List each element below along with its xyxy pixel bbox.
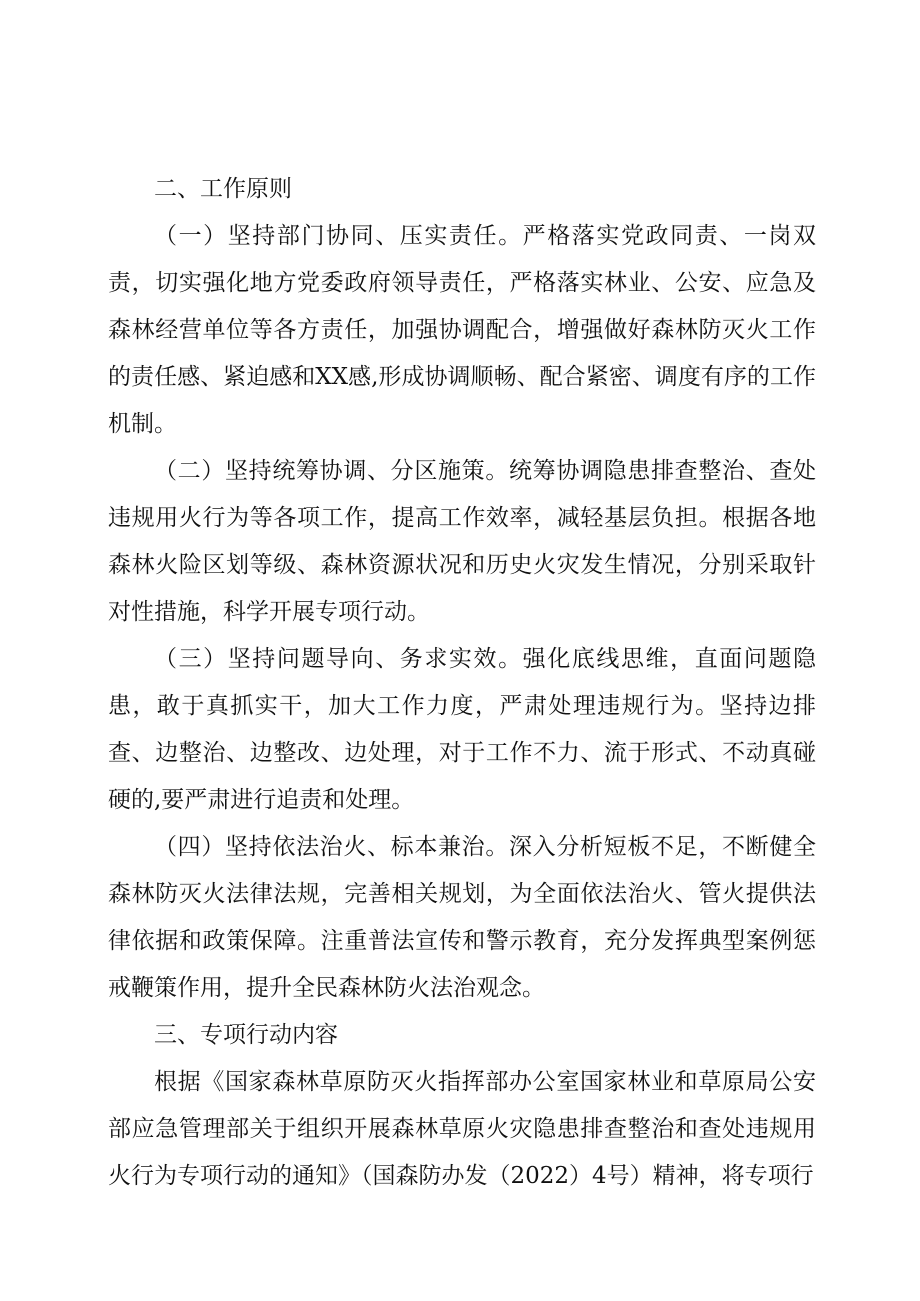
paragraph-principle-2: （二）坚持统筹协调、分区施策。统筹协调隐患排查整治、查处违规用火行为等各项工作，提高工作效率，减轻基层负担。根据各地森林火险区划等级、森林资源状况和历史火灾发生情况，分别采取针对性措施，科学开展专项行动。 [108,458,816,625]
paragraph-principle-4: （四）坚持依法治火、标本兼治。深入分析短板不足，不断健全森林防灭火法律法规，完善相关规划，为全面依法治火、管火提供法律依据和政策保障。注重普法宣传和警示教育，充分发挥典型案例惩戒鞭策作用，提升全民森林防火法治观念。 [108,834,816,1001]
paragraph-action-basis: 根据《国家森林草原防灭火指挥部办公室国家林业和草原局公安部应急管理部关于组织开展森林草原火灾隐患排查整治和查处违规用火行为专项行动的通知》（国森防办发（2022）4号）精神，将专项行 [108,1069,816,1189]
section-heading-work-principles: 二、工作原则 [154,176,292,202]
section-heading-action-content: 三、专项行动内容 [154,1022,338,1048]
paragraph-principle-1: （一）坚持部门协同、压实责任。严格落实党政同责、一岗双责，切实强化地方党委政府领导责任，严格落实林业、公安、应急及森林经营单位等各方责任，加强协调配合，增强做好森林防灭火工作的责任感、紧迫感和XX感,形成协调顺畅、配合紧密、调度有序的工作机制。 [108,223,816,437]
paragraph-principle-3: （三）坚持问题导向、务求实效。强化底线思维，直面问题隐患，敢于真抓实干，加大工作力度，严肃处理违规行为。坚持边排查、边整治、边整改、边处理，对于工作不力、流于形式、不动真碰硬的,要严肃进行追责和处理。 [108,646,816,813]
document-body [108,166,816,1200]
